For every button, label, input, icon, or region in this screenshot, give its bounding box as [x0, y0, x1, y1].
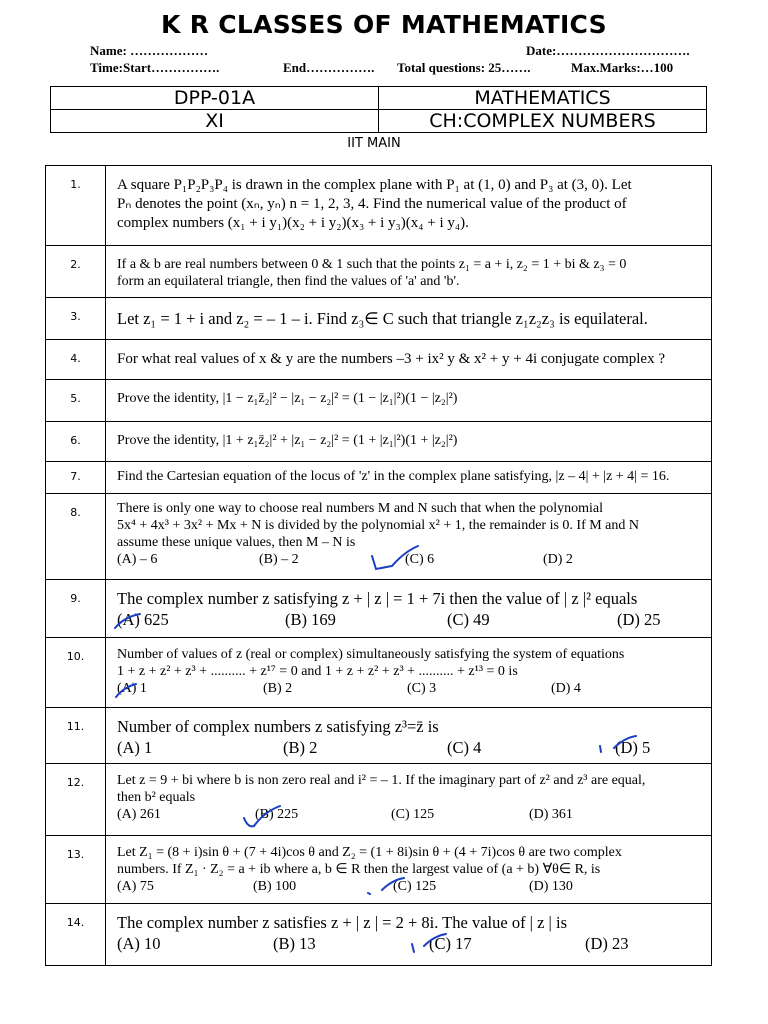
option-c: (C) 49 [447, 610, 490, 629]
option-a: (A) 10 [117, 934, 161, 953]
question-row [46, 422, 712, 462]
option-d: (D) 2 [543, 552, 573, 567]
option-c: (C) 125 [391, 807, 435, 822]
end-time-label: End……………. [283, 60, 375, 75]
question-text: Number of complex numbers z satisfying z³=z̄ is [117, 717, 439, 736]
option-c: (C) 6 [405, 552, 435, 567]
option-a: (A) 625 [117, 610, 169, 629]
question-text: complex numbers (x₁ + i y₁)(x₂ + i y₂)(x₃ + i y₃)(x₄ + i y₄). [117, 215, 469, 231]
question-text: Let z = 9 + bi where b is non zero real and i² = – 1. If the imaginary part of z² and z³ are equal, [117, 773, 646, 788]
question-number: 5. [70, 392, 81, 405]
questions-table [45, 165, 712, 966]
option-d: (D) 25 [617, 610, 661, 629]
option-b: (B) 2 [263, 681, 293, 696]
question-text: Find the Cartesian equation of the locus of 'z' in the complex plane satisfying, |z – 4| + |z + 4| = 16. [117, 469, 670, 484]
info-class: XI [51, 110, 379, 133]
question-row [46, 638, 712, 708]
question-text: Let z₁ = 1 + i and z₂ = – 1 – i. Find z₃∈ C such that triangle z₁z₂z₃ is equilateral. [117, 309, 648, 328]
question-row [46, 246, 712, 298]
question-number: 9. [70, 592, 81, 605]
question-text: If a & b are real numbers between 0 & 1 such that the points z₁ = a + i, z₂ = 1 + bi & z₃ = 0 [117, 257, 627, 272]
question-text: Number of values of z (real or complex) simultaneously satisfying the system of equations [117, 647, 625, 662]
option-c: (C) 125 [393, 879, 437, 894]
question-row [46, 708, 712, 764]
name-field-label: Name: ……………… [90, 43, 209, 58]
question-number: 8. [70, 506, 81, 519]
option-d: (D) 5 [615, 738, 651, 757]
question-text: assume these unique values, then M – N is [117, 535, 356, 550]
question-text: A square P₁P₂P₃P₄ is drawn in the complex plane with P₁ at (1, 0) and P₃ at (3, 0). Let [117, 177, 632, 193]
option-b: (B) 13 [273, 934, 316, 953]
question-text: There is only one way to choose real numbers M and N such that when the polynomial [117, 501, 603, 516]
question-text: form an equilateral triangle, then find the values of 'a' and 'b'. [117, 274, 460, 289]
option-b: (B) 225 [255, 807, 299, 822]
question-text: 1 + z + z² + z³ + .......... + z¹⁷ = 0 and 1 + z + z² + z³ + .......... + z¹³ = 0 is [117, 664, 518, 679]
question-number: 12. [66, 776, 85, 789]
option-b: (B) 169 [285, 610, 336, 629]
option-c: (C) 3 [407, 681, 437, 696]
question-row [46, 904, 712, 966]
page-title: K R CLASSES OF MATHEMATICS [161, 10, 607, 39]
question-number: 1. [70, 178, 81, 191]
option-c: (C) 4 [447, 738, 482, 757]
question-text: numbers. If Z₁ · Z₂ = a + ib where a, b ∈ R then the largest value of (a + b) ∀θ∈ R, is [117, 862, 601, 877]
info-chapter: CH:COMPLEX NUMBERS [379, 110, 707, 133]
option-b: (B) 2 [283, 738, 318, 757]
question-number: 14. [66, 916, 85, 929]
question-row [46, 298, 712, 340]
question-row [46, 764, 712, 836]
option-a: (A) 261 [117, 807, 161, 822]
question-row [46, 836, 712, 904]
option-d: (D) 23 [585, 934, 629, 953]
option-a: (A) 1 [117, 738, 153, 757]
question-number: 11. [66, 720, 85, 733]
question-text: 5x⁴ + 4x³ + 3x² + Mx + N is divided by the polynomial x² + 1, the remainder is 0. If M and N [117, 518, 639, 533]
option-b: (B) – 2 [259, 552, 299, 567]
question-text: Prove the identity, |1 − z₁z̄₂|² − |z₁ − z₂|² = (1 − |z₁|²)(1 − |z₂|²) [117, 391, 458, 406]
info-subject: MATHEMATICS [379, 87, 707, 110]
question-row [46, 580, 712, 638]
question-text: For what real values of x & y are the numbers –3 + ix² y & x² + y + 4i conjugate complex ? [117, 351, 665, 367]
max-marks-label: Max.Marks:…100 [571, 60, 674, 75]
question-number: 10. [66, 650, 85, 663]
question-row [46, 340, 712, 380]
question-text: then b² equals [117, 790, 196, 805]
option-c: (C) 17 [429, 934, 472, 953]
option-d: (D) 130 [529, 879, 573, 894]
question-row [46, 494, 712, 580]
question-number: 6. [70, 434, 81, 447]
date-field-label: Date:…………………………. [526, 43, 690, 58]
question-number: 7. [70, 470, 81, 483]
question-text: Prove the identity, |1 + z₁z̄₂|² + |z₁ − z₂|² = (1 + |z₁|²)(1 + |z₂|²) [117, 433, 458, 448]
option-b: (B) 100 [253, 879, 297, 894]
info-table [50, 86, 707, 133]
question-number: 4. [70, 352, 81, 365]
start-time-label: Time:Start……………. [90, 60, 220, 75]
question-text: The complex number z satisfying z + | z | = 1 + 7i then the value of | z |² equals [117, 589, 638, 608]
question-number: 2. [70, 258, 81, 271]
question-text: Let Z₁ = (8 + i)sin θ + (7 + 4i)cos θ and Z₂ = (1 + 8i)sin θ + (4 + 7i)cos θ are two complex [117, 845, 622, 860]
question-number: 3. [70, 310, 81, 323]
option-a: (A) – 6 [117, 552, 158, 567]
total-questions-label: Total questions: 25……. [397, 60, 531, 75]
info-dpp: DPP-01A [51, 87, 379, 110]
question-row [46, 166, 712, 246]
question-text: The complex number z satisfies z + | z | = 2 + 8i. The value of | z | is [117, 913, 567, 932]
exam-subtitle: IIT MAIN [347, 136, 401, 151]
question-number: 13. [66, 848, 85, 861]
option-d: (D) 4 [551, 681, 581, 696]
question-text: Pₙ denotes the point (xₙ, yₙ) n = 1, 2, 3, 4. Find the numerical value of the product of [117, 196, 627, 212]
option-d: (D) 361 [529, 807, 573, 822]
option-a: (A) 75 [117, 879, 154, 894]
question-row [46, 380, 712, 422]
question-row [46, 462, 712, 494]
option-a: (A) 1 [117, 681, 147, 696]
